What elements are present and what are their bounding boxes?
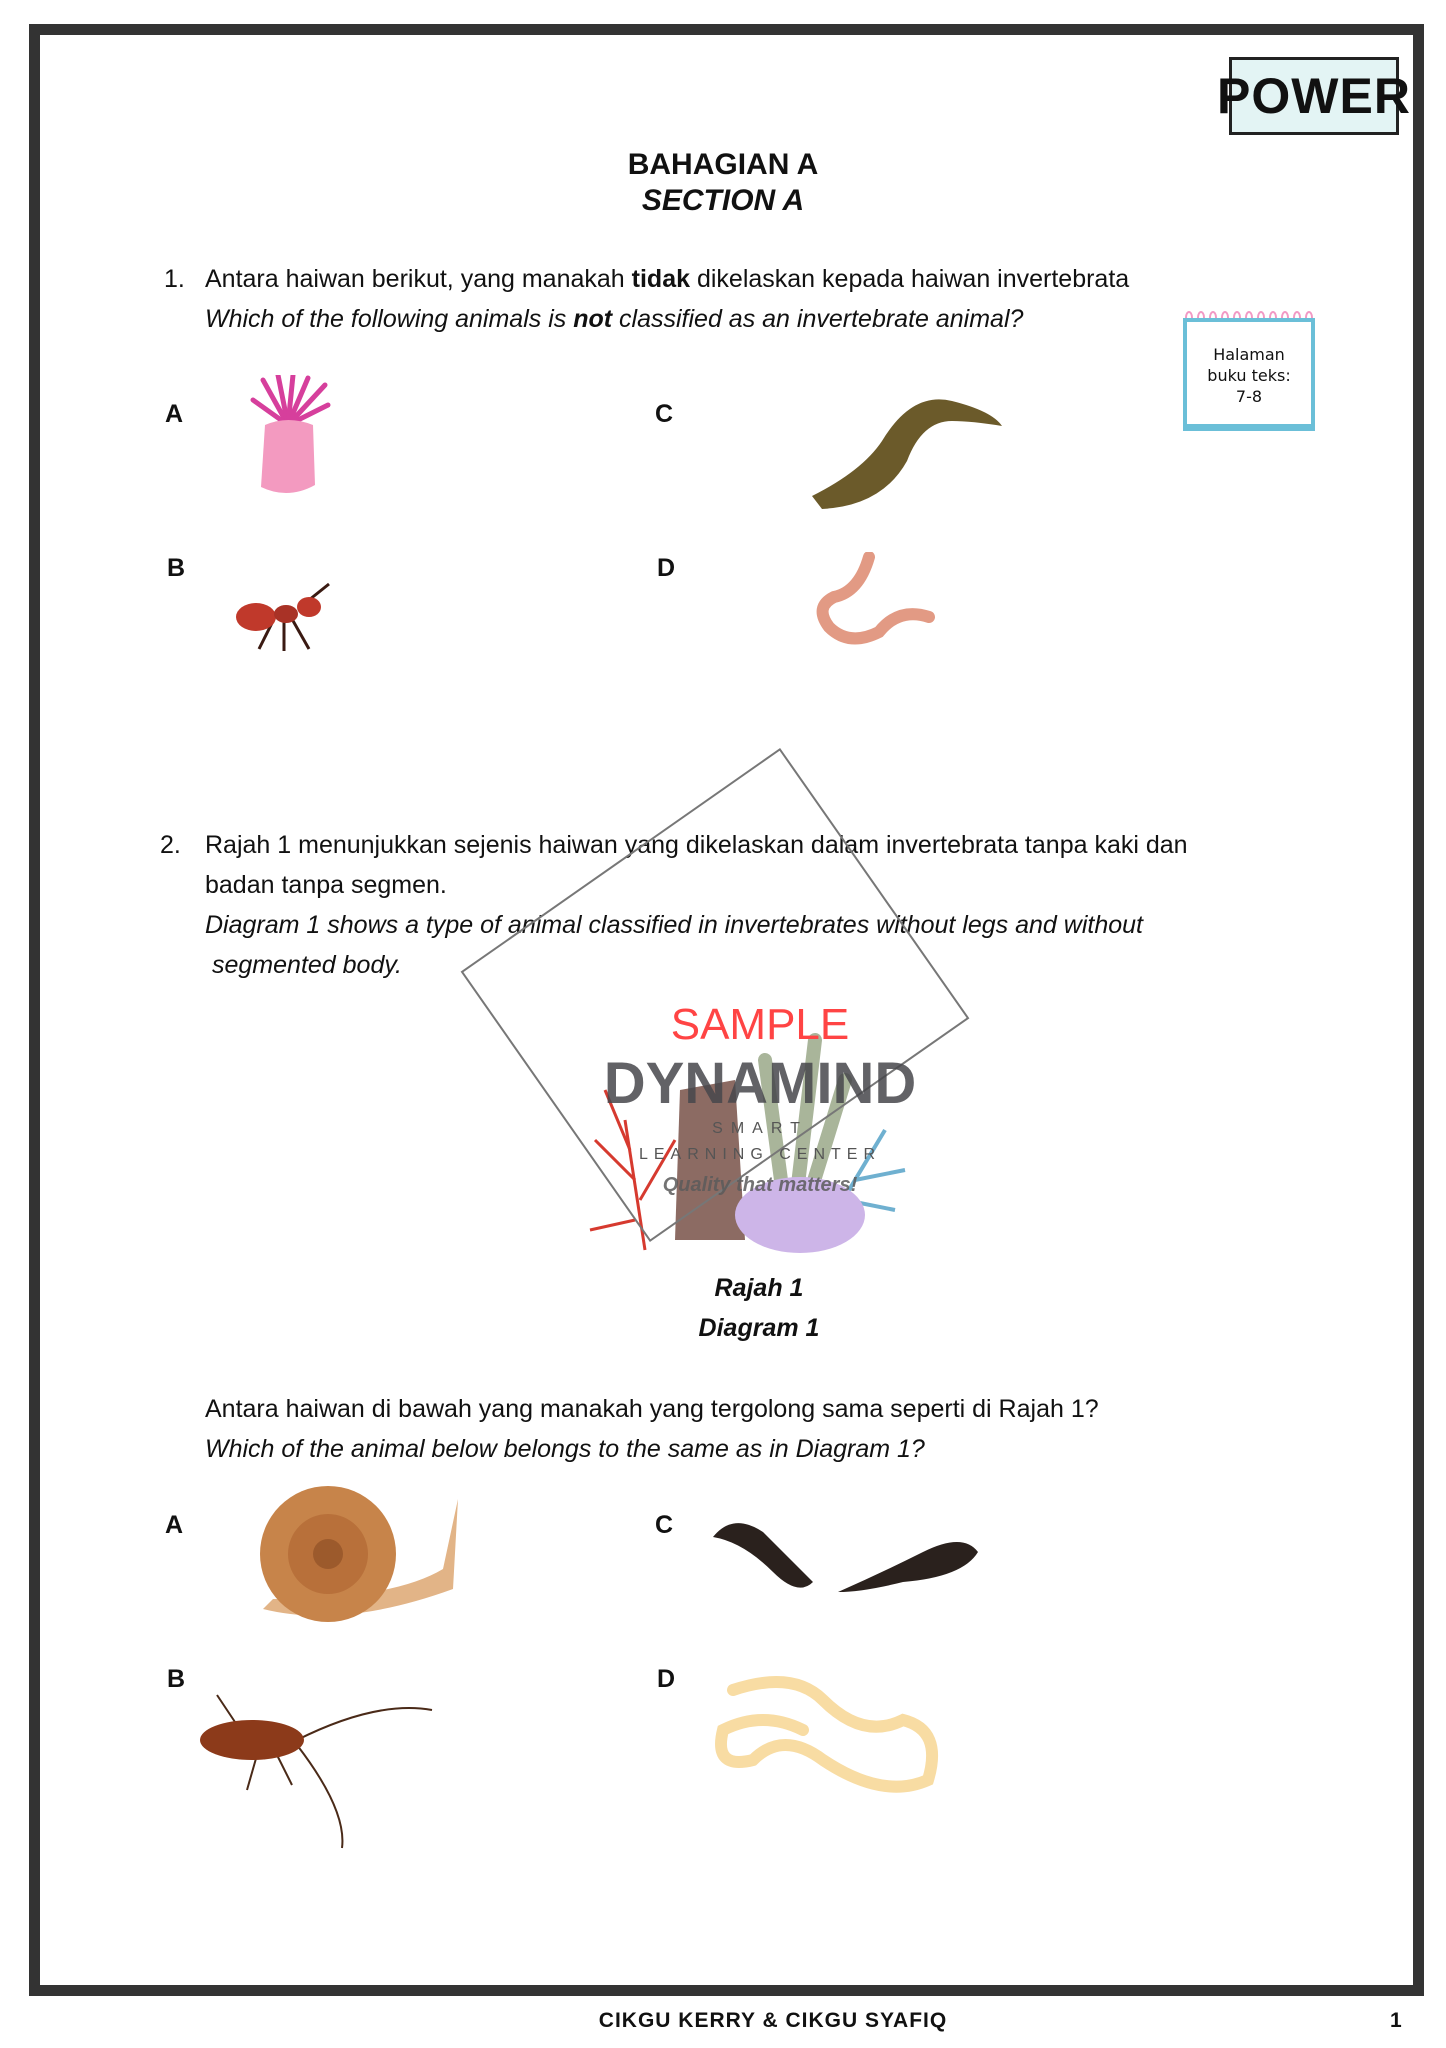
watermark-brand: DYNAMIND <box>603 1051 917 1116</box>
watermark-center: LEARNING CENTER <box>638 1146 882 1163</box>
q2-text-en-2: segmented body. <box>212 951 402 979</box>
q2-sub-ms: Antara haiwan di bawah yang manakah yang tergolong sama seperti di Rajah 1? <box>205 1395 1099 1423</box>
diagram-caption-ms: Rajah 1 <box>714 1274 804 1302</box>
q2-sub-en: Which of the animal below belongs to the same as in Diagram 1? <box>205 1435 925 1463</box>
q2-number: 2. <box>160 831 181 859</box>
watermark-tagline: Quality that matters! <box>662 1174 858 1196</box>
tapeworm-icon <box>703 1670 943 1805</box>
q2-text-en-1: Diagram 1 shows a type of animal classified in invertebrates without legs and without <box>205 911 1143 939</box>
page-number: 1 <box>1390 2009 1403 2032</box>
q1-text-en: Which of the following animals is not classified as an invertebrate animal? <box>205 305 1024 333</box>
logo-text: POWER <box>1217 68 1411 124</box>
section-title-en: SECTION A <box>641 184 805 217</box>
watermark-sample: SAMPLE <box>670 1000 850 1049</box>
textbook-page-note: Halaman buku teks: 7-8 <box>1183 318 1315 431</box>
section-title-ms: BAHAGIAN A <box>627 148 819 181</box>
q2-option-c-label[interactable]: C <box>655 1511 674 1539</box>
q2-option-d-label[interactable]: D <box>657 1665 676 1693</box>
q2-option-a-label[interactable]: A <box>165 1511 184 1539</box>
power-logo <box>1217 57 1411 135</box>
q2-text-ms-1: Rajah 1 menunjukkan sejenis haiwan yang dikelaskan dalam invertebrata tanpa kaki dan <box>205 831 1188 859</box>
ant-icon <box>234 579 339 654</box>
q1-number: 1. <box>164 265 185 293</box>
q1-option-a-label[interactable]: A <box>165 400 184 428</box>
q1-option-b-label[interactable]: B <box>167 554 186 582</box>
q1-option-d-label[interactable]: D <box>657 554 676 582</box>
watermark-smart: SMART <box>712 1120 808 1137</box>
q2-text-ms-2: badan tanpa segmen. <box>205 871 447 899</box>
eel-icon <box>802 381 1007 513</box>
diagram-caption-en: Diagram 1 <box>698 1314 820 1342</box>
earthworm-icon <box>809 552 940 648</box>
leech-icon <box>703 1512 981 1598</box>
q1-option-c-label[interactable]: C <box>655 400 674 428</box>
snail-icon <box>243 1479 461 1637</box>
cockroach-icon <box>197 1690 437 1850</box>
footer-authors: CIKGU KERRY & CIKGU SYAFIQ <box>598 2009 948 2032</box>
sea-anemone-icon <box>243 375 333 500</box>
q1-text-ms: Antara haiwan berikut, yang manakah tidak dikelaskan kepada haiwan invertebrata <box>205 265 1130 293</box>
q2-option-b-label[interactable]: B <box>167 1665 186 1693</box>
